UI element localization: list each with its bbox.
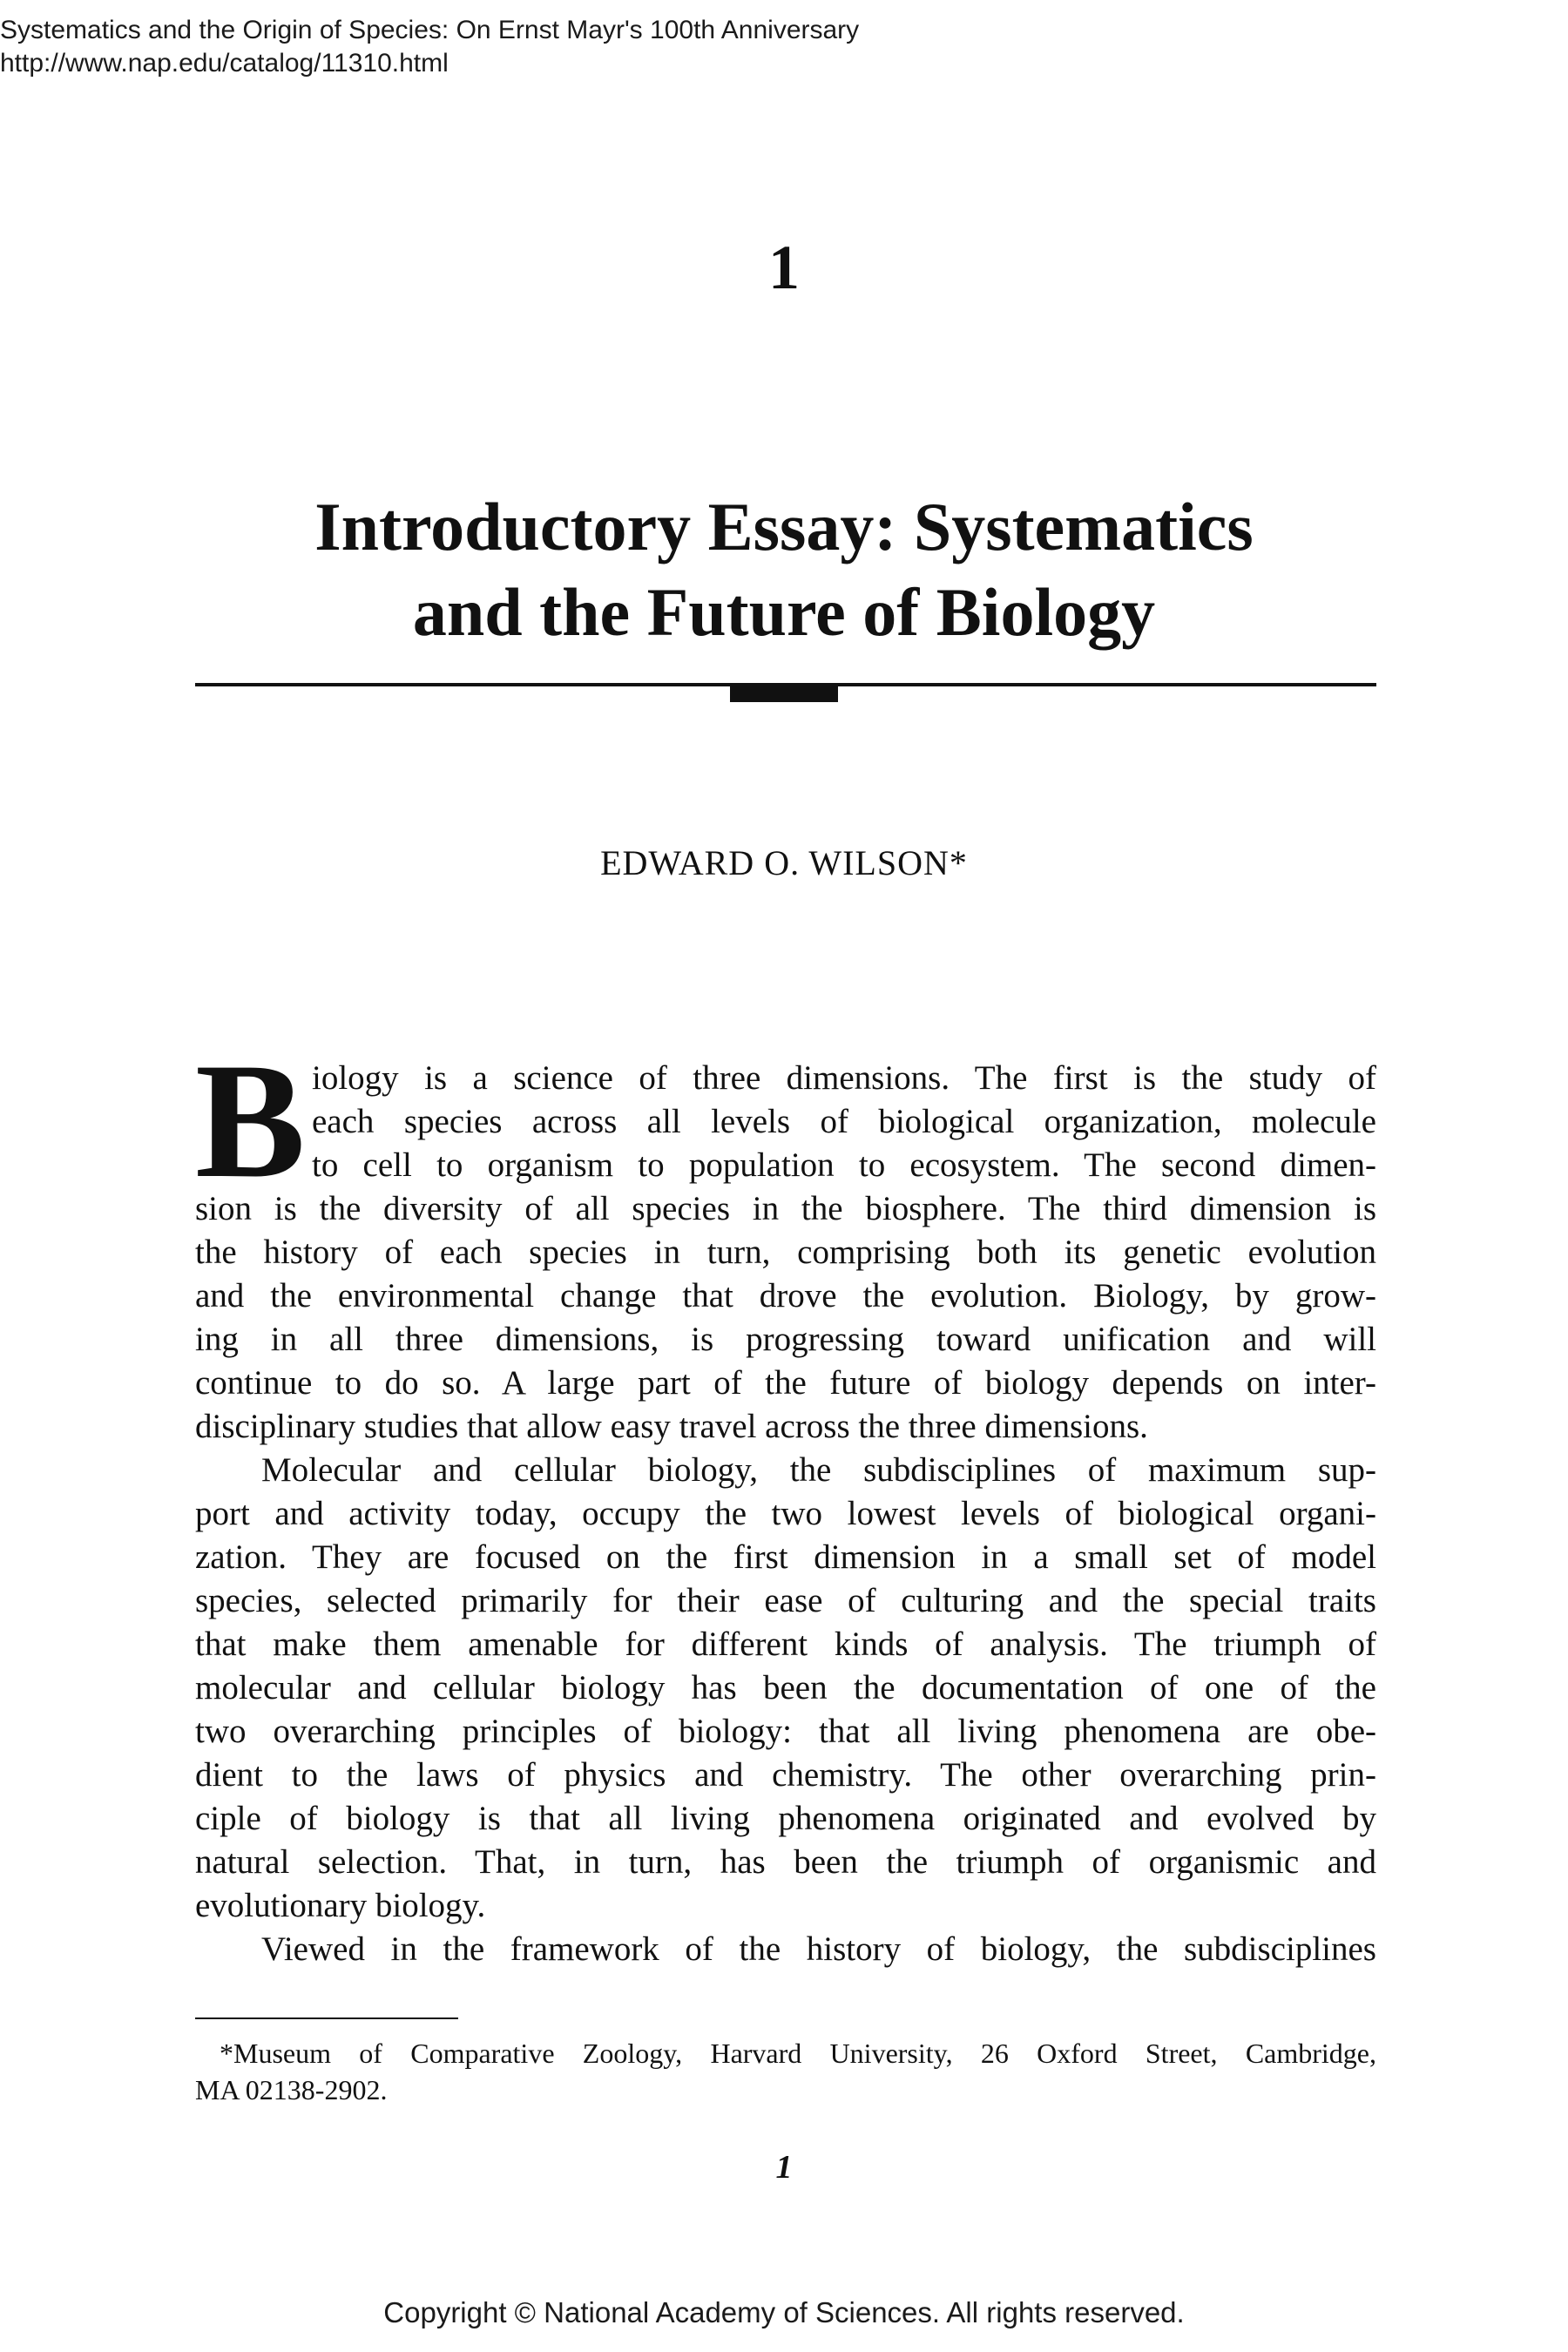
footnote-rule (195, 2017, 458, 2019)
body-line: zation. They are focused on the first dimension in a small set of model (195, 1538, 1376, 1576)
chapter-title-line-1: Introductory Essay: Systematics (314, 489, 1254, 564)
body-line: disciplinary studies that allow easy travel across the three dimensions. (195, 1408, 1148, 1445)
chapter-title-line-2: and the Future of Biology (412, 574, 1156, 650)
body-line: molecular and cellular biology has been the documentation of one of the (195, 1669, 1376, 1707)
body-line: dient to the laws of physics and chemistry. The other overarching prin- (195, 1756, 1376, 1794)
body-line: sion is the diversity of all species in the biosphere. The third dimension is (195, 1190, 1376, 1227)
copyright-notice: Copyright © National Academy of Sciences. All rights reserved. (383, 2296, 1185, 2328)
chapter-title (0, 484, 1568, 655)
title-divider-bar (730, 683, 838, 702)
body-line: ing in all three dimensions, is progressing toward unification and will (195, 1321, 1376, 1358)
body-line: continue to do so. A large part of the future of biology depends on inter- (195, 1364, 1376, 1402)
running-header (0, 14, 1132, 80)
running-header-url[interactable]: http://www.nap.edu/catalog/11310.html (0, 49, 449, 78)
footnote (195, 2035, 1376, 2108)
footnote-line: *Museum of Comparative Zoology, Harvard University, 26 Oxford Street, Cambridge, (220, 2038, 1376, 2069)
body-line: that make them amenable for different kinds of analysis. The triumph of (195, 1625, 1376, 1663)
body-line: to cell to organism to population to ecosystem. The second dimen- (312, 1146, 1376, 1184)
body-line: Viewed in the framework of the history of biology, the subdisciplines (261, 1930, 1376, 1968)
body-line: iology is a science of three dimensions. The first is the study of (312, 1059, 1376, 1097)
footnote-line: MA 02138-2902. (195, 2074, 388, 2105)
body-line: ciple of biology is that all living phenomena originated and evolved by (195, 1800, 1376, 1837)
body-line: natural selection. That, in turn, has been the triumph of organismic and (195, 1843, 1376, 1881)
body-line: each species across all levels of biological organization, molecule (312, 1103, 1376, 1140)
body-line: Molecular and cellular biology, the subdisciplines of maximum sup- (261, 1451, 1376, 1489)
body-line: two overarching principles of biology: that all living phenomena are obe- (195, 1713, 1376, 1750)
author-name: EDWARD O. WILSON* (600, 843, 968, 882)
page-number: 1 (775, 2149, 793, 2186)
chapter-number: 1 (768, 233, 800, 302)
body-line: and the environmental change that drove the evolution. Biology, by grow- (195, 1277, 1376, 1315)
body-line: port and activity today, occupy the two lowest levels of biological organi- (195, 1495, 1376, 1532)
drop-cap: B (195, 1030, 306, 1213)
running-header-book-title: Systematics and the Origin of Species: On Ernst Mayr's 100th Anniversary (0, 16, 860, 44)
body-line: evolutionary biology. (195, 1887, 486, 1924)
body-line: species, selected primarily for their ease of culturing and the special traits (195, 1582, 1376, 1619)
body-text (195, 1030, 1376, 1971)
body-line: the history of each species in turn, comprising both its genetic evolution (195, 1233, 1376, 1271)
